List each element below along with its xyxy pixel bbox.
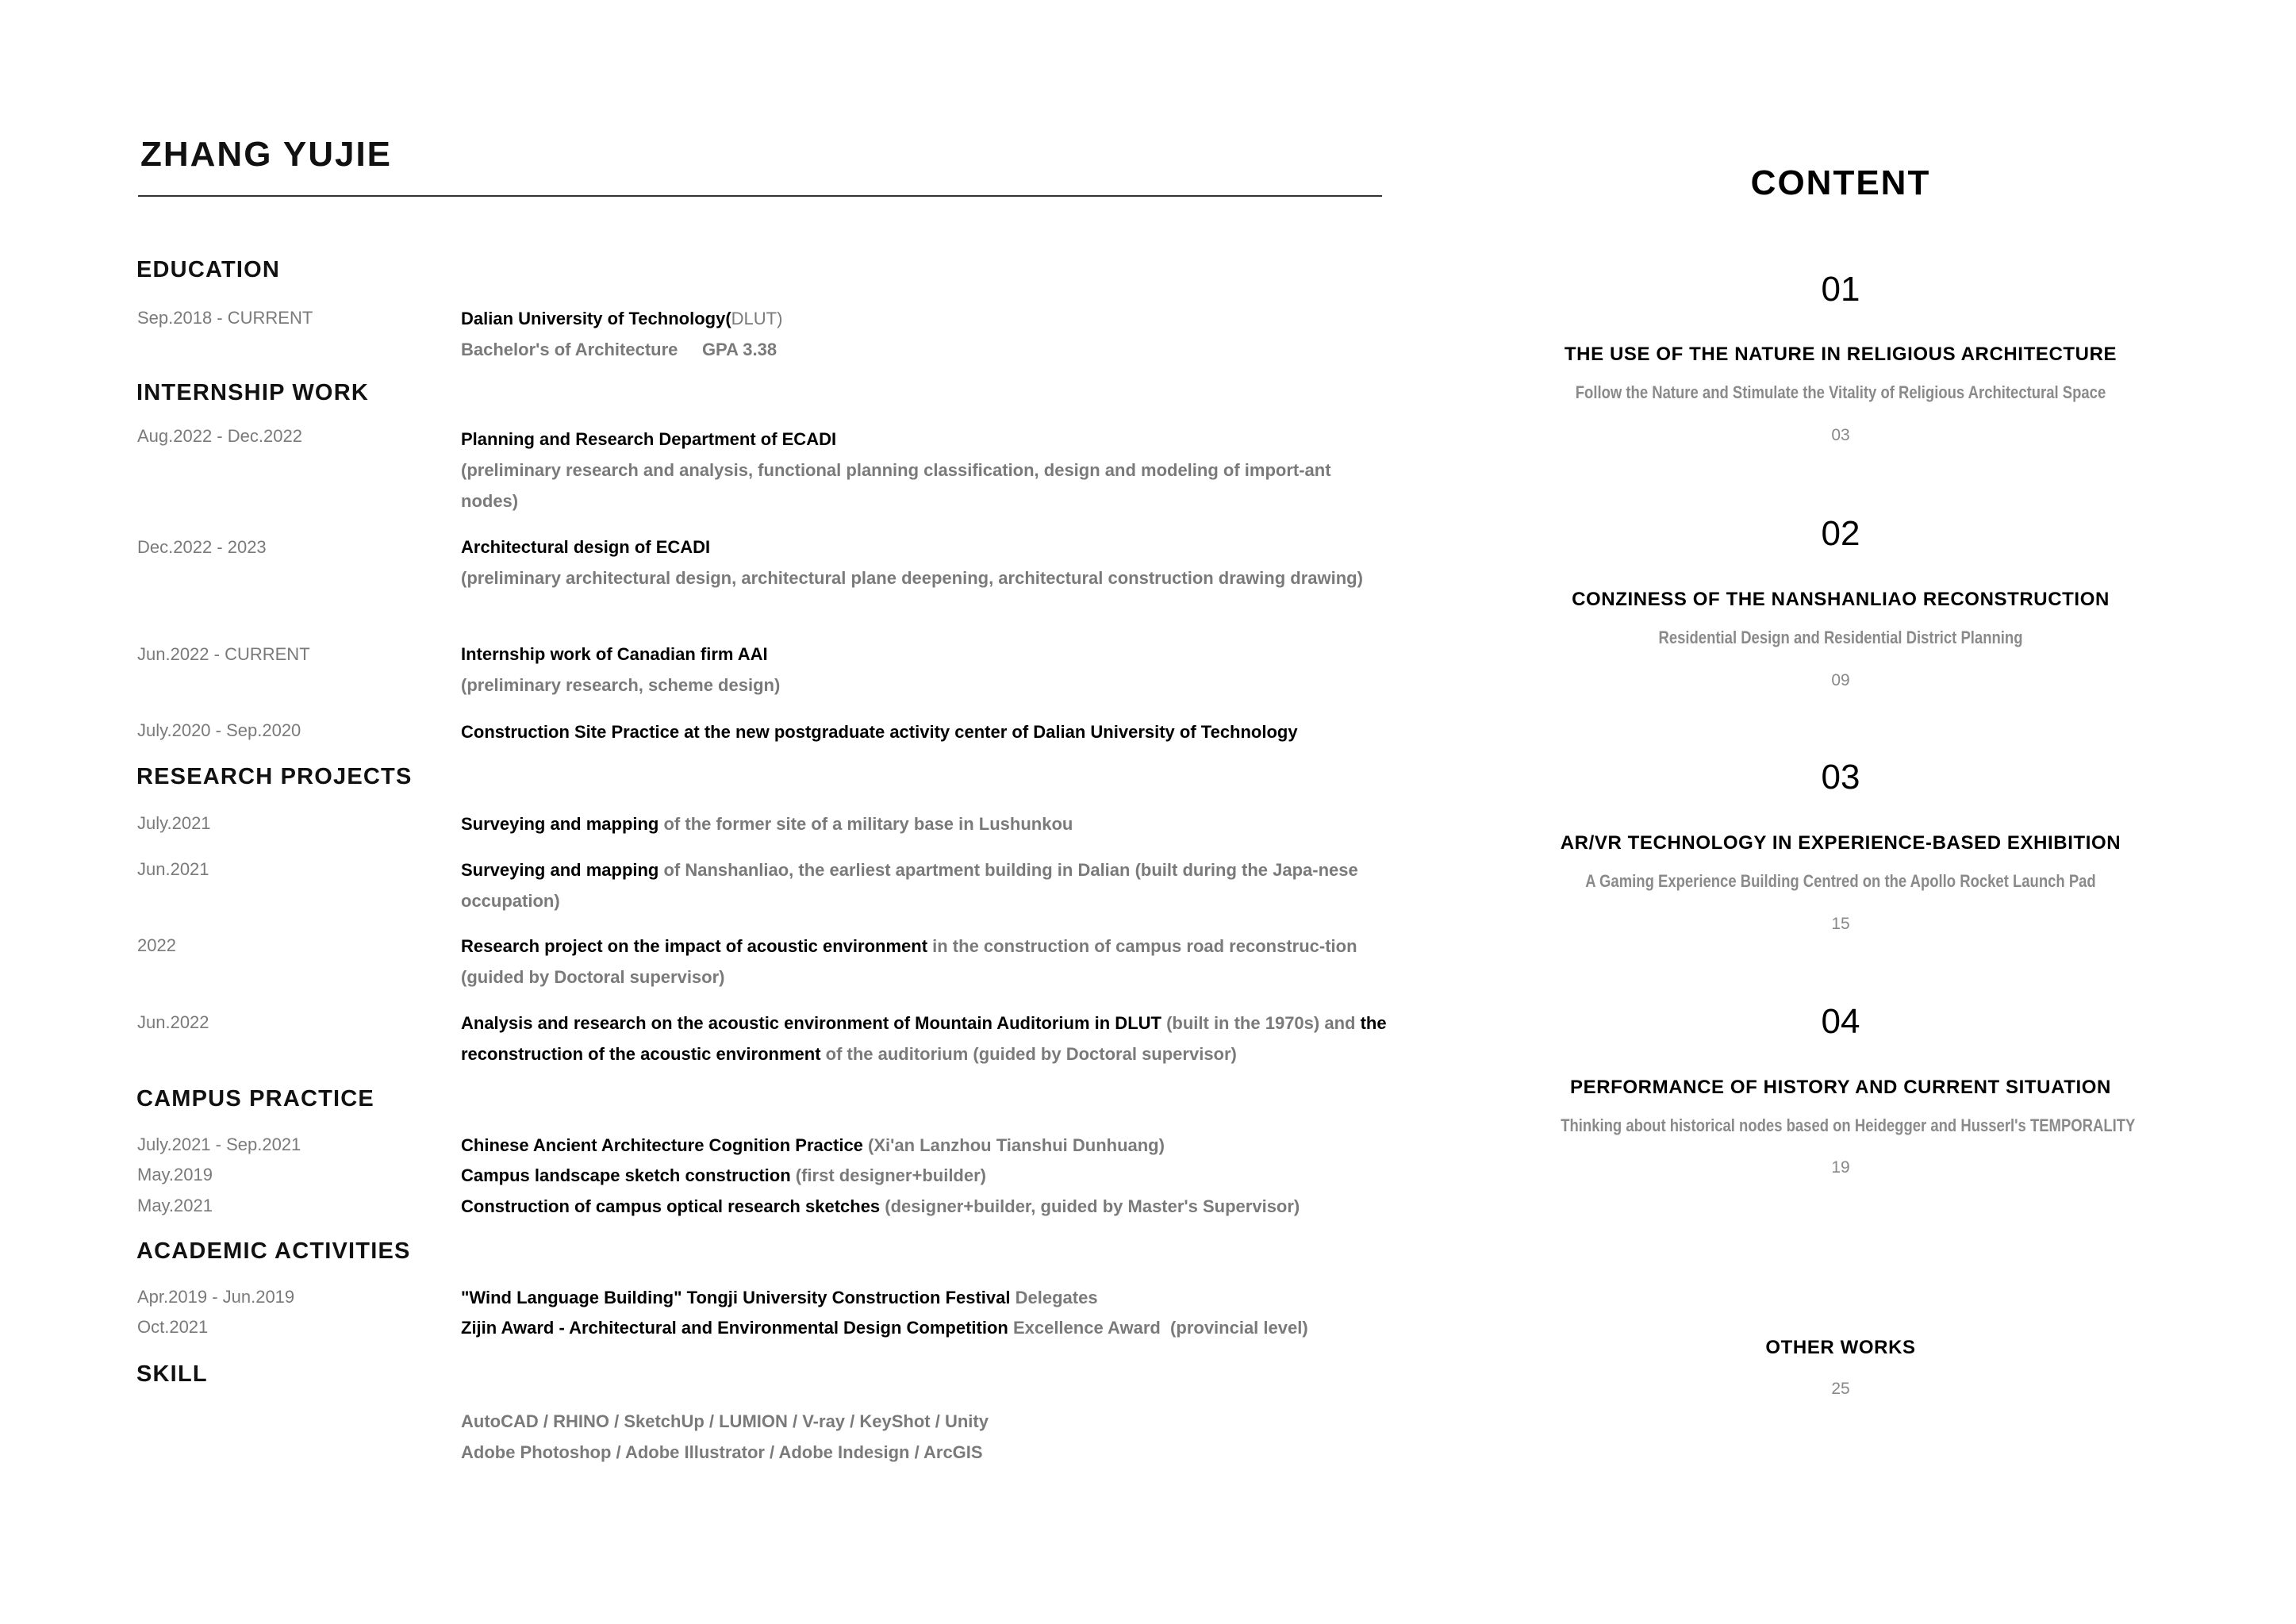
academic-desc: Delegates — [1010, 1288, 1098, 1307]
research-title: Surveying and mapping — [461, 814, 659, 834]
research-desc: in the construction of campus road reconstruc-tion (guided by Doctoral supervisor) — [461, 936, 1357, 987]
content-title: CONTENT — [1750, 163, 1931, 202]
research-title: Surveying and mapping — [461, 860, 659, 880]
research-entry — [461, 854, 1389, 916]
internship-desc: (preliminary research and analysis, functional planning classification, design and modeling of import-ant nodes) — [461, 460, 1331, 511]
toc-other-works[interactable]: OTHER WORKS — [1765, 1337, 1916, 1358]
toc-page-number: 09 — [1831, 671, 1850, 689]
section-heading-education: EDUCATION — [136, 257, 281, 282]
research-title: Research project on the impact of acoustic environment — [461, 936, 928, 956]
internship-title: Internship work of Canadian firm AAI — [461, 644, 768, 664]
campus-title: Construction of campus optical research sketches — [461, 1196, 881, 1216]
toc-item-subtitle: Residential Design and Residential District Planning — [1658, 628, 2023, 647]
toc-item-subtitle: A Gaming Experience Building Centred on the Apollo Rocket Launch Pad — [1585, 871, 2096, 891]
toc-item-subtitle: Follow the Nature and Stimulate the Vitality of Religious Architectural Space — [1575, 382, 2106, 402]
academic-title: "Wind Language Building" Tongji University Construction Festival — [461, 1288, 1011, 1307]
academic-entry — [461, 1312, 1389, 1343]
internship-entry — [461, 424, 1389, 516]
campus-date: July.2021 - Sep.2021 — [137, 1134, 301, 1154]
resume-name: ZHANG YUJIE — [140, 135, 393, 174]
internship-desc: (preliminary research, scheme design) — [461, 675, 781, 695]
education-degree: Bachelor's of Architecture GPA 3.38 — [461, 340, 777, 359]
toc-page-number: 15 — [1831, 915, 1850, 933]
research-date: 2022 — [137, 935, 176, 955]
internship-entry — [461, 716, 1389, 747]
research-title-2: the reconstruction of the acoustic environment — [461, 1013, 1387, 1064]
campus-entry — [461, 1191, 1389, 1222]
toc-item-title[interactable]: THE USE OF THE NATURE IN RELIGIOUS ARCHITECTURE — [1564, 344, 2117, 365]
academic-date: Oct.2021 — [137, 1317, 209, 1337]
toc-page-number: 03 — [1831, 426, 1850, 444]
toc-page-number: 25 — [1831, 1380, 1850, 1398]
section-heading-research: RESEARCH PROJECTS — [136, 764, 413, 789]
academic-entry — [461, 1282, 1389, 1313]
campus-date: May.2021 — [137, 1196, 213, 1215]
campus-desc: (designer+builder, guided by Master's Supervisor) — [880, 1196, 1300, 1216]
academic-date: Apr.2019 - Jun.2019 — [137, 1287, 295, 1307]
academic-desc: Excellence Award (provincial level) — [1008, 1318, 1308, 1338]
header-divider — [138, 195, 1382, 197]
toc-number: 04 — [1821, 1002, 1860, 1041]
research-date: Jun.2022 — [137, 1012, 209, 1032]
internship-date: Aug.2022 - Dec.2022 — [137, 426, 302, 446]
campus-desc: (Xi'an Lanzhou Tianshui Dunhuang) — [862, 1135, 1165, 1155]
internship-entry — [461, 532, 1389, 593]
education-school: Dalian University of Technology( — [461, 309, 731, 328]
internship-date: Dec.2022 - 2023 — [137, 537, 267, 557]
toc-page-number: 19 — [1831, 1158, 1850, 1177]
toc-item-title[interactable]: AR/VR TECHNOLOGY IN EXPERIENCE-BASED EXHIBITION — [1560, 832, 2121, 854]
academic-title: Zijin Award - Architectural and Environmental Design Competition — [461, 1318, 1008, 1338]
research-desc: of Nanshanliao, the earliest apartment building in Dalian (built during the Japa-nese occupation) — [461, 860, 1358, 911]
campus-title: Chinese Ancient Architecture Cognition Practice — [461, 1135, 863, 1155]
toc-item-title[interactable]: CONZINESS OF THE NANSHANLIAO RECONSTRUCTION — [1572, 589, 2110, 610]
internship-title: Architectural design of ECADI — [461, 537, 711, 557]
toc-number: 01 — [1821, 270, 1860, 309]
campus-title: Campus landscape sketch construction — [461, 1165, 791, 1185]
campus-date: May.2019 — [137, 1165, 213, 1184]
toc-number: 02 — [1821, 514, 1860, 553]
education-abbr: DLUT) — [731, 309, 783, 328]
internship-title: Planning and Research Department of ECADI — [461, 429, 837, 449]
section-heading-internship: INTERNSHIP WORK — [136, 380, 369, 405]
internship-title: Construction Site Practice at the new postgraduate activity center of Dalian University of Technology — [461, 722, 1298, 742]
campus-entry — [461, 1160, 1389, 1191]
research-desc: of the former site of a military base in Lushunkou — [658, 814, 1073, 834]
internship-desc: (preliminary architectural design, architectural plane deepening, architectural construction drawing drawing) — [461, 568, 1363, 588]
internship-date: July.2020 - Sep.2020 — [137, 720, 301, 740]
research-date: Jun.2021 — [137, 859, 209, 879]
education-date: Sep.2018 - CURRENT — [137, 308, 313, 328]
research-entry — [461, 931, 1389, 992]
section-heading-campus: CAMPUS PRACTICE — [136, 1086, 374, 1111]
research-date: July.2021 — [137, 813, 211, 833]
research-desc: (built in the 1970s) and — [1161, 1013, 1361, 1033]
research-desc-2: of the auditorium (guided by Doctoral supervisor) — [820, 1044, 1237, 1064]
toc-item-subtitle: Thinking about historical nodes based on Heidegger and Husserl's TEMPORALITY — [1561, 1115, 2136, 1135]
campus-entry — [461, 1130, 1389, 1161]
skill-line: AutoCAD / RHINO / SketchUp / LUMION / V-ray / KeyShot / Unity — [461, 1411, 989, 1431]
research-entry — [461, 808, 1389, 839]
skill-list — [461, 1406, 1389, 1468]
research-entry — [461, 1008, 1389, 1069]
skill-line: Adobe Photoshop / Adobe Illustrator / Adobe Indesign / ArcGIS — [461, 1442, 983, 1462]
toc-number: 03 — [1821, 758, 1860, 797]
internship-entry — [461, 639, 1389, 701]
research-title: Analysis and research on the acoustic environment of Mountain Auditorium in DLUT — [461, 1013, 1161, 1033]
internship-date: Jun.2022 - CURRENT — [137, 644, 310, 664]
education-detail — [461, 303, 1389, 365]
section-heading-skill: SKILL — [136, 1361, 208, 1387]
section-heading-academic: ACADEMIC ACTIVITIES — [136, 1238, 411, 1264]
toc-item-title[interactable]: PERFORMANCE OF HISTORY AND CURRENT SITUATION — [1570, 1077, 2111, 1098]
campus-desc: (first designer+builder) — [790, 1165, 986, 1185]
